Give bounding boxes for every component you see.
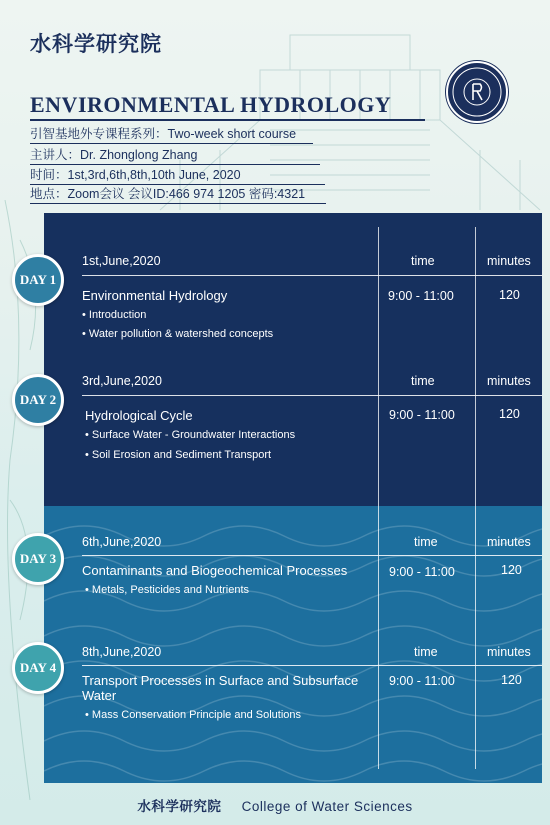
day2-minutes: 120 — [499, 407, 520, 421]
schedule-panel — [44, 213, 542, 783]
day2-topic: Hydrological Cycle — [85, 408, 193, 423]
day1-time: 9:00 - 11:00 — [388, 289, 454, 303]
day3-time: 9:00 - 11:00 — [389, 565, 455, 579]
day1-time-header: time — [411, 254, 435, 268]
day1-bullet-2: • Water pollution & watershed concepts — [82, 328, 274, 340]
footer-org-en: College of Water Sciences — [241, 799, 413, 814]
day3-minutes: 120 — [501, 563, 522, 577]
day2-bullet-1: • Surface Water - Groundwater Interactions — [85, 429, 296, 441]
day4-topic-line-1: Transport Processes in Surface and Subsurface — [82, 673, 359, 688]
day2-time-header: time — [411, 374, 435, 388]
time-line: 时间：1st,3rd,6th,8th,10th June, 2020 — [30, 165, 325, 185]
day4-date: 8th,June,2020 — [82, 645, 162, 659]
day1-badge: DAY 1 — [12, 254, 64, 306]
day4-topic-line-2: Water — [82, 688, 117, 703]
day3-badge: DAY 3 — [12, 533, 64, 585]
day3-time-header: time — [414, 535, 438, 549]
day2-time: 9:00 - 11:00 — [389, 408, 455, 422]
day4-time-header: time — [414, 645, 438, 659]
org-title: 水科学研究院 — [30, 33, 162, 56]
day4-badge: DAY 4 — [12, 642, 64, 694]
day4-minutes-header: minutes — [487, 645, 531, 659]
day1-row-divider — [82, 275, 542, 276]
location-line: 地点：Zoom会议 会议ID:466 974 1205 密码:4321 — [30, 184, 326, 204]
day2-row-divider — [82, 395, 542, 396]
day3-bullet-1: • Metals, Pesticides and Nutrients — [85, 584, 250, 596]
day1-bullet-1: • Introduction — [82, 309, 147, 321]
day3-date: 6th,June,2020 — [82, 535, 162, 549]
day4-minutes: 120 — [501, 673, 522, 687]
day1-minutes-header: minutes — [487, 254, 531, 268]
day4-bullet-1: • Mass Conservation Principle and Solutions — [85, 709, 302, 721]
footer — [0, 795, 550, 815]
day1-topic: Environmental Hydrology — [82, 288, 228, 303]
lecturer-line: 主讲人：Dr. Zhonglong Zhang — [30, 145, 320, 165]
day3-row-divider — [82, 555, 542, 556]
day2-badge: DAY 2 — [12, 374, 64, 426]
day2-bullet-2: • Soil Erosion and Sediment Transport — [85, 449, 272, 461]
day3-topic: Contaminants and Biogeochemical Processes — [82, 563, 348, 578]
course-series-line: 引智基地外专课程系列：Two-week short course — [30, 124, 313, 144]
day3-minutes-header: minutes — [487, 535, 531, 549]
footer-org-cn: 水科学研究院 — [137, 799, 222, 814]
day2-date: 3rd,June,2020 — [82, 374, 162, 388]
college-seal-logo — [446, 61, 508, 123]
column-divider-time — [378, 227, 379, 769]
day4-time: 9:00 - 11:00 — [389, 674, 455, 688]
column-divider-minutes — [475, 227, 476, 769]
day2-minutes-header: minutes — [487, 374, 531, 388]
day1-minutes: 120 — [499, 288, 520, 302]
day4-row-divider — [82, 665, 542, 666]
day1-date: 1st,June,2020 — [82, 254, 161, 268]
title-divider — [30, 119, 425, 121]
page-title: ENVIRONMENTAL HYDROLOGY — [30, 92, 392, 117]
